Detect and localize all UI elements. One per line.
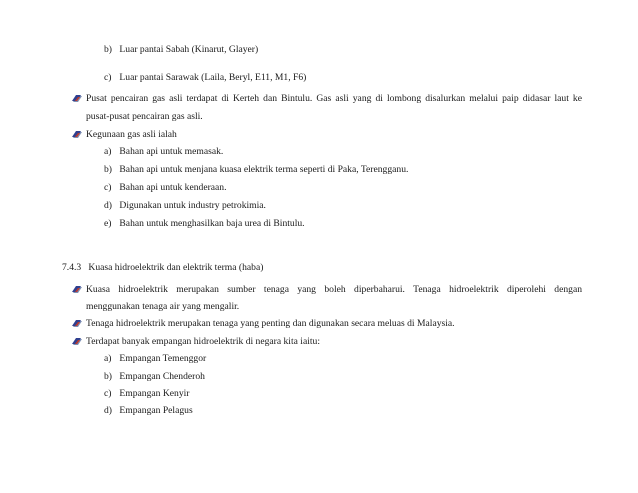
section-number: 7.4.3 [62, 262, 82, 273]
list-item [104, 388, 638, 400]
section-heading [62, 262, 638, 274]
list-item-text: Bahan api untuk kenderaan. [119, 182, 227, 193]
list-marker: b) [104, 164, 112, 175]
list-marker: e) [104, 218, 112, 229]
list-item-text: Empangan Chenderoh [119, 371, 205, 382]
list-item-text: Luar pantai Sarawak (Laila, Beryl, E11, M1, F6) [119, 72, 307, 83]
bullet-icon [72, 320, 83, 328]
paragraph-line: menggunakan tenaga air yang mengalir. [86, 301, 240, 312]
list-marker: b) [104, 44, 112, 55]
list-item [104, 353, 638, 365]
section-title: Kuasa hidroelektrik dan elektrik terma (haba) [88, 262, 264, 273]
list-marker: a) [104, 353, 112, 364]
paragraph-line: pusat-pusat pencairan gas asli. [86, 111, 203, 122]
list-marker: c) [104, 388, 112, 399]
list-item-text: Luar pantai Sabah (Kinarut, Glayer) [119, 44, 259, 55]
list-item-text: Digunakan untuk industry petrokimia. [119, 200, 266, 211]
list-marker: c) [104, 72, 112, 83]
list-item [104, 44, 638, 56]
bullet-icon [72, 286, 83, 294]
bullet-icon [72, 338, 83, 346]
paragraph-line: Pusat pencairan gas asli terdapat di Kerteh dan Bintulu. Gas asli yang di lombong disalurkan melalui paip didasar laut ke [86, 93, 582, 104]
list-item [104, 72, 638, 84]
list-item-text: Bahan untuk menghasilkan baja urea di Bintulu. [119, 218, 305, 229]
list-item [104, 200, 638, 212]
list-marker: c) [104, 182, 112, 193]
list-item-text: Empangan Pelagus [119, 405, 193, 416]
paragraph-line: Terdapat banyak empangan hidroelektrik di negara kita iaitu: [86, 336, 321, 347]
bullet-icon [72, 131, 83, 139]
list-item [104, 218, 638, 230]
bullet-icon [72, 95, 83, 103]
paragraph-line: Kegunaan gas asli ialah [86, 129, 177, 140]
paragraph-line: Tenaga hidroelektrik merupakan tenaga yang penting dan digunakan secara meluas di Malaysia. [86, 318, 455, 329]
list-marker: a) [104, 146, 112, 157]
list-item-text: Bahan api untuk memasak. [119, 146, 224, 157]
paragraph-line: Kuasa hidroelektrik merupakan sumber tenaga yang boleh diperbaharui. Tenaga hidroelektrik diperolehi dengan [86, 284, 582, 295]
list-marker: b) [104, 371, 112, 382]
list-item [104, 371, 638, 383]
list-item [104, 164, 638, 176]
list-item [104, 405, 638, 417]
list-item [104, 146, 638, 158]
list-marker: d) [104, 405, 112, 416]
list-item-text: Bahan api untuk menjana kuasa elektrik terma seperti di Paka, Terengganu. [119, 164, 409, 175]
list-item-text: Empangan Kenyir [119, 388, 190, 399]
list-item [104, 182, 638, 194]
list-marker: d) [104, 200, 112, 211]
list-item-text: Empangan Temenggor [119, 353, 207, 364]
